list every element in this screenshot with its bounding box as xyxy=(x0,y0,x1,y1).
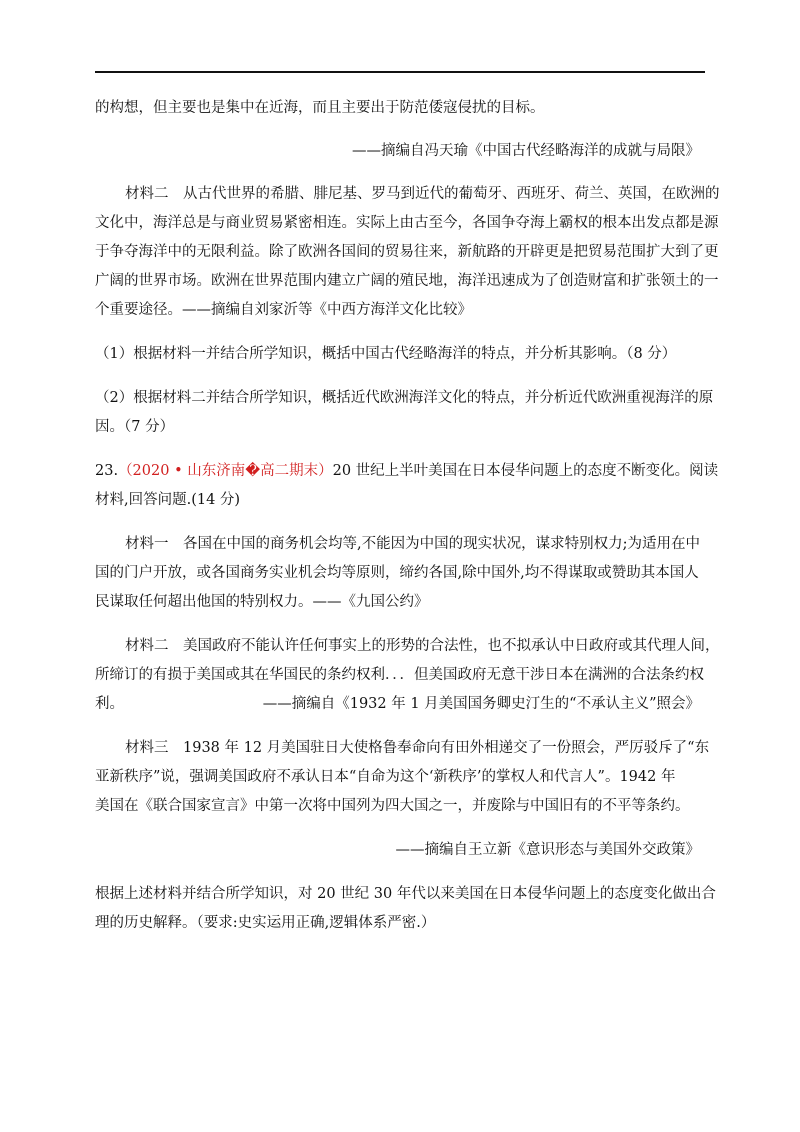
text-line: 的构想，但主要也是集中在近海，而且主要出于防范倭寇侵扰的目标。 xyxy=(95,100,545,116)
header-rule xyxy=(95,71,705,73)
material-line: 材料一 各国在中国的商务机会均等,不能因为中国的现实状况，谋求特别权力;为适用在中 xyxy=(125,536,700,552)
source-citation: ——摘编自《1932 年 1 月美国国务卿史汀生的“不承认主义”照会》 xyxy=(262,696,700,712)
q23-intro-cont: 材料,回答问题.(14 分) xyxy=(95,492,241,508)
q23-number: 23. xyxy=(95,463,119,479)
material-line: 亚新秩序”说，强调美国政府不承认日本“自命为这个‘新秩序’的掌权人和代言人”。1942 年 xyxy=(95,769,676,785)
question-2-cont: 因。（7 分） xyxy=(95,419,175,435)
material-line: 于争夺海洋中的无限利益。除了欧洲各国间的贸易往来，新航路的开辟更是把贸易范围扩大到了更 xyxy=(95,244,719,260)
source-citation: ——摘编自王立新《意识形态与美国外交政策》 xyxy=(395,842,700,858)
question-1: （1）根据材料一并结合所学知识，概括中国古代经略海洋的特点，并分析其影响。（8 分） xyxy=(95,346,677,362)
question-2: （2）根据材料二并结合所学知识，概括近代欧洲海洋文化的特点，并分析近代欧洲重视海洋的原 xyxy=(95,390,714,406)
material-line: 民谋取任何超出他国的特别权力。——《九国公约》 xyxy=(95,594,429,610)
material-line: 材料三 1938 年 12 月美国驻日大使格鲁奉命向有田外相递交了一份照会，严厉驳斥了“东 xyxy=(125,740,710,756)
source-citation: ——摘编自冯天瑜《中国古代经略海洋的成就与局限》 xyxy=(352,143,700,159)
source-tag: （2020 • 山东济南�高二期末） xyxy=(118,463,333,479)
material-line: 个重要途径。——摘编自刘家沂等《中西方海洋文化比较》 xyxy=(95,302,472,318)
material-line: 材料二 从古代世界的希腊、腓尼基、罗马到近代的葡萄牙、西班牙、荷兰、英国，在欧洲的 xyxy=(125,186,720,202)
material-line: 广阔的世界市场。欧洲在世界范围内建立广阔的殖民地，海洋迅速成为了创造财富和扩张领土的一 xyxy=(95,273,719,289)
task-line: 理的历史解释。（要求:史实运用正确,逻辑体系严密.） xyxy=(95,915,436,931)
material-line: 材料二 美国政府不能认许任何事实上的形势的合法性，也不拟承认中日政府或其代理人间， xyxy=(125,638,720,654)
task-line: 根据上述材料并结合所学知识，对 20 世纪 30 年代以来美国在日本侵华问题上的态度变化做出合 xyxy=(95,886,716,902)
material-line: 美国在《联合国家宣言》中第一次将中国列为四大国之一，并废除与中国旧有的不平等条约。 xyxy=(95,798,690,814)
q23-intro-text: 20 世纪上半叶美国在日本侵华问题上的态度不断变化。阅读 xyxy=(332,463,719,479)
material-line: 利。 xyxy=(95,696,124,712)
material-line: 国的门户开放，或各国商务实业机会均等原则，缔约各国,除中国外,均不得谋取或赞助其本国人 xyxy=(95,565,699,581)
material-line: 文化中，海洋总是与商业贸易紧密相连。实际上由古至今，各国争夺海上霸权的根本出发点都是源 xyxy=(95,215,719,231)
q23-intro xyxy=(95,457,719,486)
material-line: 所缔订的有损于美国或其在华国民的条约权利．．．但美国政府无意干涉日本在满洲的合法条约权 xyxy=(95,667,704,683)
